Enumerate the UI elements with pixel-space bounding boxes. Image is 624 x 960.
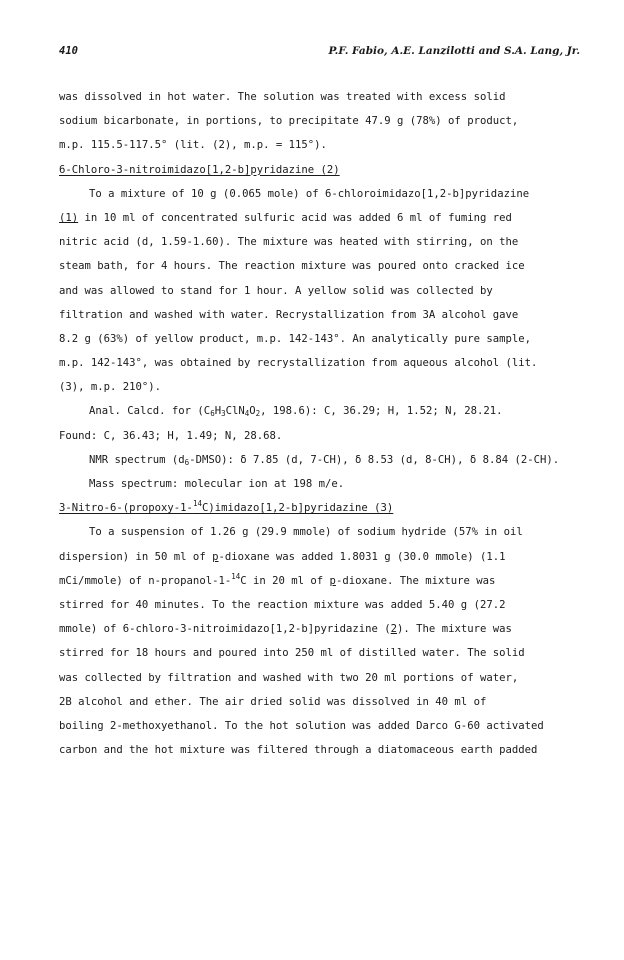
nmr-line: NMR spectrum $(d_6-DMSO)$: δ 7.85 (d, 7-CH), δ 8.53 (d, 8-CH), δ 8.84 (2-CH). xyxy=(89,453,560,467)
text-line: 8.2 g (63%) of yellow product, m.p. 142-143°. An analytically pure sample, xyxy=(59,332,531,345)
text-line: (1) in 10 ml of concentrated sulfuric acid was added 6 ml of fuming red xyxy=(59,211,512,224)
text-line: filtration and washed with water. Recrystallization from 3A alcohol gave xyxy=(59,308,519,321)
mass-spectrum-line: Mass spectrum: molecular ion at 198 m/e. xyxy=(89,478,345,490)
section-heading-compound-2: 6-Chloro-3-nitroimidazo[1,2-b]pyridazine (2) xyxy=(59,163,340,176)
text-line: boiling 2-methoxyethanol. To the hot solution was added Darco G-60 activated xyxy=(59,719,544,732)
text-line: nitric acid (d, 1.59-1.60). The mixture was heated with stirring, on the xyxy=(59,236,519,249)
text-line: (3), m.p. 210°). xyxy=(59,381,162,394)
text-line: was collected by filtration and washed with two 20 ml portions of water, xyxy=(59,671,519,684)
text-line: To a suspension of 1.26 g (29.9 mmole) of sodium hydride (57% in oil xyxy=(89,526,523,539)
elemental-analysis-found: Found: C, 36.43; H, 1.49; N, 28.68. xyxy=(59,429,283,442)
text-line: stirred for 40 minutes. To the reaction mixture was added 5.40 g (27.2 xyxy=(59,598,506,611)
text-line: m.p. 142-143°, was obtained by recrystallization from aqueous alcohol (lit. xyxy=(59,357,538,370)
page-number: 410 xyxy=(59,45,78,57)
text-line: stirred for 18 hours and poured into 250 ml of distilled water. The solid xyxy=(59,647,525,660)
text-line: and was allowed to stand for 1 hour. A yellow solid was collected by xyxy=(59,284,493,297)
text-line: mCi/mmole) of n-propanol-1-$^{14}$C in 20 ml of p-dioxane. The mixture was xyxy=(59,571,496,587)
running-head: P.F. Fabio, A.E. Lanzilotti and S.A. Lang, Jr. xyxy=(328,45,580,57)
text-line: steam bath, for 4 hours. The reaction mixture was poured onto cracked ice xyxy=(59,260,525,273)
text-line: To a mixture of 10 g (0.065 mole) of 6-chloroimidazo[1,2-b]pyridazine xyxy=(89,187,530,200)
text-line: mmole) of 6-chloro-3-nitroimidazo[1,2-b]pyridazine (2). The mixture was xyxy=(59,623,512,636)
section-heading-compound-3: 3-Nitro-6-(propoxy-1-$^{14}$C)imidazo[1,2-b]pyridazine (3) xyxy=(59,499,394,515)
article-body xyxy=(59,90,579,767)
text-line: sodium bicarbonate, in portions, to precipitate 47.9 g (78%) of product, xyxy=(59,115,519,128)
text-line: carbon and the hot mixture was filtered through a diatomaceous earth padded xyxy=(59,744,538,757)
elemental-analysis-calcd: Anal. Calcd. for ($C_6H_3ClN_4O_2$, 198.6): C, 36.29; H, 1.52; N, 28.21. xyxy=(89,405,503,419)
text-line: m.p. 115.5-117.5° (lit. (2), m.p. = 115°). xyxy=(59,139,327,152)
text-line: was dissolved in hot water. The solution was treated with excess solid xyxy=(59,91,506,103)
compound-ref: (1) xyxy=(59,211,79,224)
text-line: 2B alcohol and ether. The air dried solid was dissolved in 40 ml of xyxy=(59,695,487,708)
text-line: dispersion) in 50 ml of p-dioxane was added 1.8031 g (30.0 mmole) (1.1 xyxy=(59,550,506,563)
